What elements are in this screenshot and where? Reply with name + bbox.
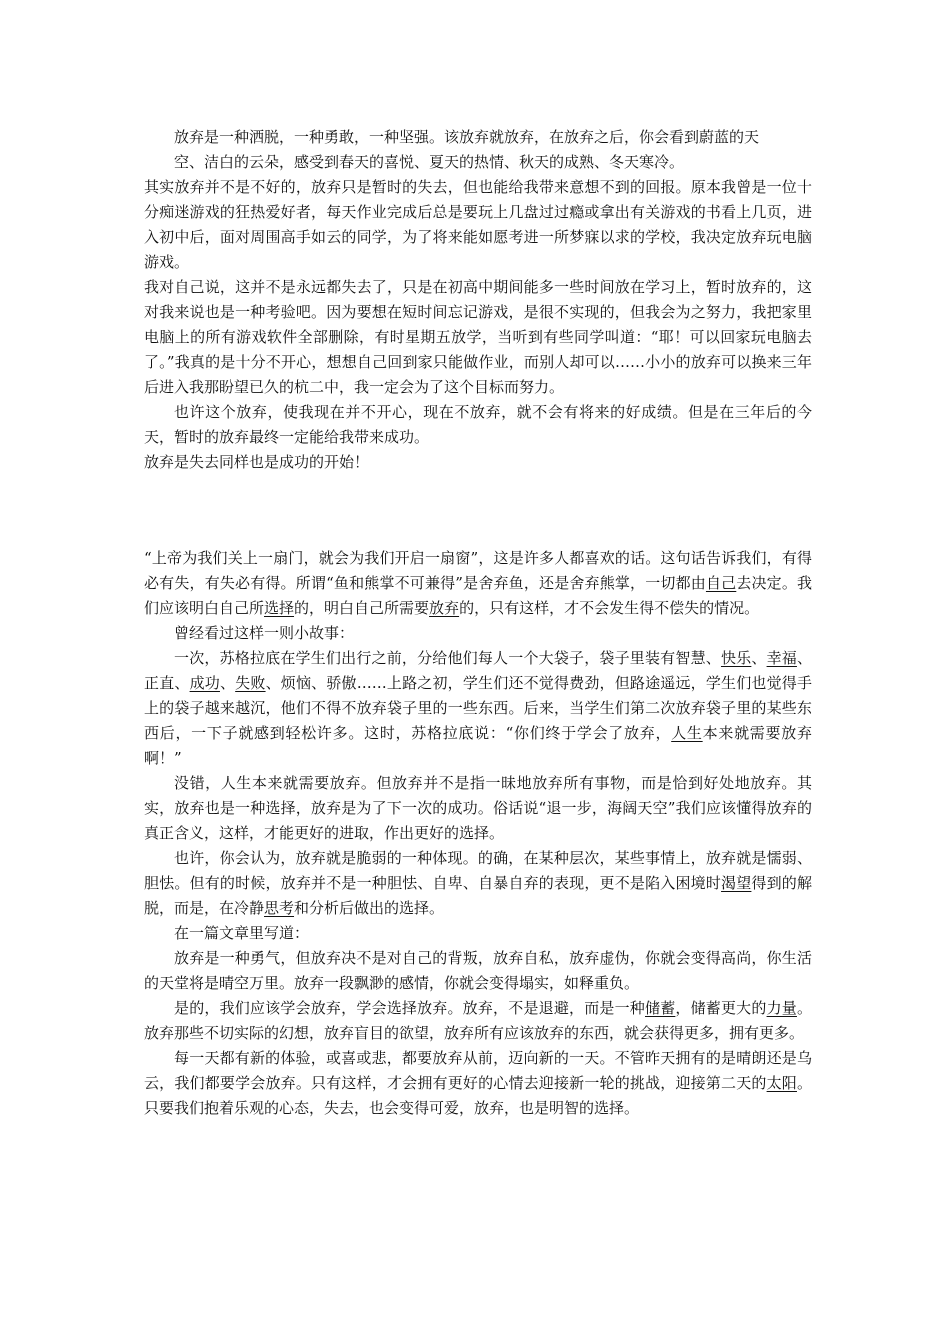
underlined-term: 渴望 xyxy=(721,874,752,892)
essay-2-paragraph-3 xyxy=(144,646,812,771)
essay-2 xyxy=(144,546,812,1121)
text-run: 本来就需要放弃啊！” xyxy=(144,724,812,767)
text-run: 的，只有这样，才不会发生得不偿失的情况。 xyxy=(459,599,760,617)
underlined-term: 自己 xyxy=(705,574,737,592)
underlined-term: 力量 xyxy=(766,999,797,1017)
essay-2-paragraph-6: 在一篇文章里写道： xyxy=(174,924,310,942)
text-run: 、 xyxy=(751,649,767,667)
text-run: 去决定。我们应该明白自己所 xyxy=(144,574,812,617)
underlined-term: 快乐 xyxy=(720,649,752,667)
underlined-term: 思考 xyxy=(264,899,295,917)
essay-2-paragraph-4: 没错，人生本来就需要放弃。但放弃并不是指一昧地放弃所有事物，而是恰到好处地放弃。其实，放弃也是一种选择，放弃是为了下一次的成功。俗话说“退一步，海阔天空”我们应该懂得放弃的真正含义，这样，才能更好的进取，作出更好的选择。 xyxy=(144,774,812,842)
underlined-term: 放弃 xyxy=(429,599,460,617)
essay-1-paragraph-1-line-2: 空、洁白的云朵，感受到春天的喜悦、夏天的热情、秋天的成熟、冬天寒冷。 xyxy=(174,153,685,171)
underlined-term: 选择 xyxy=(264,599,295,617)
text-run: 也许，你会认为，放弃就是脆弱的一种体现。的确，在某种层次，某些事情上，放弃就是懦弱、胆怯。但有的时候，放弃并不是一种胆怯、自卑、自暴自弃的表现，更不是陷入困境时 xyxy=(144,849,812,892)
essay-2-paragraph-9 xyxy=(144,1046,812,1121)
text-run: 一次，苏格拉底在学生们出行之前，分给他们每人一个大袋子，袋子里装有智慧、 xyxy=(174,649,721,667)
text-run: 。只要我们抱着乐观的心态，失去，也会变得可爱，放弃，也是明智的选择。 xyxy=(144,1074,812,1117)
underlined-term: 储蓄 xyxy=(645,999,676,1017)
essay-2-paragraph-7: 放弃是一种勇气，但放弃决不是对自己的背叛，放弃自私，放弃虚伪，你就会变得高尚，你生活的天堂将是晴空万里。放弃一段飘渺的感情，你就会变得塌实，如释重负。 xyxy=(144,949,812,992)
text-run: 和分析后做出的选择。 xyxy=(294,899,445,917)
essay-1-paragraph-2: 其实放弃并不是不好的，放弃只是暂时的失去，但也能给我带来意想不到的回报。原本我曾是一位十分痴迷游戏的狂热爱好者，每天作业完成后总是要玩上几盘过过瘾或拿出有关游戏的书看上几页，进入初中后，面对周围高手如云的同学，为了将来能如愿考进一所梦寐以求的学校，我决定放弃玩电脑游戏。 xyxy=(144,178,812,271)
essay-2-paragraph-1 xyxy=(144,546,812,621)
essay-2-paragraph-8 xyxy=(144,996,812,1046)
essay-2-paragraph-2: 曾经看过这样一则小故事： xyxy=(174,624,355,642)
text-run: “上帝为我们关上一扇门，就会为我们开启一扇窗”，这是许多人都喜欢的话。这句话告诉我们，有得必有失，有失必有得。所谓“鱼和熊掌不可兼得”是舍弃鱼，还是舍弃熊掌，一切都由 xyxy=(144,549,812,592)
text-run: 得到的解脱，而是，在冷静 xyxy=(144,874,812,917)
text-run: ，储蓄更大的 xyxy=(675,999,767,1017)
essay-1-paragraph-1-line-1: 放弃是一种洒脱，一种勇敢，一种坚强。该放弃就放弃，在放弃之后，你会看到蔚蓝的天 xyxy=(174,128,760,146)
essay-1-paragraph-5: 放弃是失去同样也是成功的开始！ xyxy=(144,453,370,471)
text-run: 的，明白自己所需要 xyxy=(294,599,430,617)
essay-2-paragraph-5 xyxy=(144,846,812,921)
essay-1 xyxy=(144,125,812,475)
text-run: 、烦恼、骄傲……上路之初，学生们还不觉得费劲，但路途遥远，学生们也觉得手上的袋子越来越沉，他们不得不放弃袋子里的一些东西。后来，当学生们第二次放弃袋子里的某些东西后，一下子就感到轻松许多。这时，苏格拉底说：“你们终于学会了放弃， xyxy=(144,674,812,742)
essay-1-paragraph-3: 我对自己说，这并不是永远都失去了，只是在初高中期间能多一些时间放在学习上，暂时放弃的，这对我来说也是一种考验吧。因为要想在短时间忘记游戏，是很不实现的，但我会为之努力，我把家里电脑上的所有游戏软件全部删除，有时星期五放学，当听到有些同学叫道：“耶！可以回家玩电脑去了。”我真的是十分不开心，想想自己回到家只能做作业，而别人却可以……小小的放弃可以换来三年后进入我那盼望已久的杭二中，我一定会为了这个目标而努力。 xyxy=(144,278,812,396)
text-run: 是的，我们应该学会放弃，学会选择放弃。放弃，不是退避，而是一种 xyxy=(174,999,645,1017)
text-run: 。放弃那些不切实际的幻想，放弃盲目的欲望，放弃所有应该放弃的东西，就会获得更多，拥有更多。 xyxy=(144,999,812,1042)
underlined-term: 成功 xyxy=(189,674,220,692)
underlined-term: 幸福 xyxy=(766,649,797,667)
underlined-term: 失败 xyxy=(235,674,266,692)
text-run: 每一天都有新的体验，或喜或悲，都要放弃从前，迈向新的一天。不管昨天拥有的是晴朗还是乌云，我们都要学会放弃。只有这样，才会拥有更好的心情去迎接新一轮的挑战，迎接第二天的 xyxy=(144,1049,812,1092)
text-run: 、正直、 xyxy=(144,649,812,692)
text-run: 、 xyxy=(219,674,236,692)
underlined-term: 人生 xyxy=(671,724,703,742)
underlined-term: 太阳 xyxy=(766,1074,797,1092)
essay-1-paragraph-4: 也许这个放弃，使我现在并不开心，现在不放弃，就不会有将来的好成绩。但是在三年后的今天，暂时的放弃最终一定能给我带来成功。 xyxy=(144,403,812,446)
